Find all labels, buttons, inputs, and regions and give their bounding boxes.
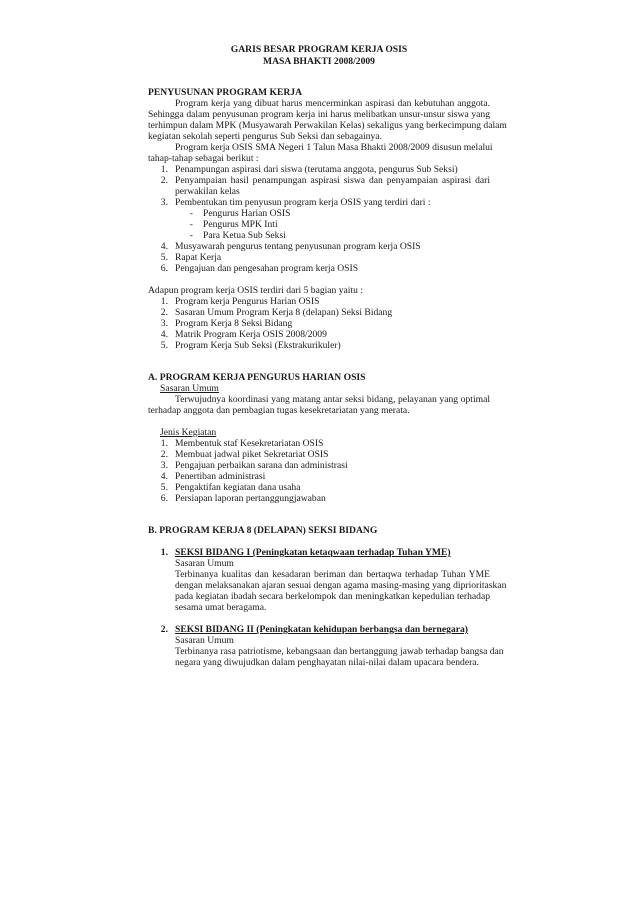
list-item: Rapat Kerja: [175, 252, 222, 263]
list-number: 3.: [160, 318, 168, 329]
paragraph-line: Terbinanya rasa patriotisme, kebangsaan dan bertanggung jawab terhadap bangsa dan: [175, 646, 504, 657]
list-item: Penyampaian hasil penampungan aspirasi siswa dan penyampaian aspirasi dari: [175, 175, 490, 186]
sasaran-umum-label: Sasaran Umum: [175, 558, 234, 569]
list-item: Matrik Program Kerja OSIS 2008/2009: [175, 329, 327, 340]
paragraph-line: negara yang diwujudkan dalam penghayatan nilai-nilai dalam upacara bendera.: [175, 657, 479, 668]
list-number: 1.: [160, 296, 168, 307]
list-number: 2.: [160, 449, 168, 460]
list-item: Pengaktifan kegiatan dana usaha: [175, 482, 301, 493]
list-item: Persiapan laporan pertanggungjawaban: [175, 493, 326, 504]
sublist-item: Para Ketua Sub Seksi: [203, 230, 286, 241]
list-number: 4.: [160, 329, 168, 340]
list-item: Musyawarah pengurus tentang penyusunan program kerja OSIS: [175, 241, 421, 252]
list-number: 1.: [160, 164, 168, 175]
section-heading-penyusunan: PENYUSUNAN PROGRAM KERJA: [148, 87, 303, 98]
sasaran-umum-label: Sasaran Umum: [160, 383, 219, 394]
list-item: Program Kerja 8 Seksi Bidang: [175, 318, 293, 329]
list-item: Program kerja Pengurus Harian OSIS: [175, 296, 320, 307]
list-number: 5.: [160, 340, 168, 351]
dash-bullet: -: [189, 230, 193, 241]
list-number: 3.: [160, 460, 168, 471]
document-title: GARIS BESAR PROGRAM KERJA OSIS: [230, 44, 408, 55]
section-heading-a: A. PROGRAM KERJA PENGURUS HARIAN OSIS: [148, 372, 366, 383]
paragraph-line: Program kerja OSIS SMA Negeri 1 Talun Masa Bhakti 2008/2009 disusun melalui: [175, 142, 493, 153]
list-number: 3.: [160, 197, 168, 208]
list-item: Program Kerja Sub Seksi (Ekstrakurikuler): [175, 340, 341, 351]
sublist-item: Pengurus Harian OSIS: [203, 208, 291, 219]
paragraph-line: kegiatan sekolah seperti pengurus Sub Seksi dan sebagainya.: [148, 131, 382, 142]
list-number: 5.: [160, 252, 168, 263]
sasaran-umum-label: Sasaran Umum: [175, 635, 234, 646]
paragraph-line: Program kerja yang dibuat harus mencerminkan aspirasi dan kebutuhan anggota.: [175, 98, 490, 109]
list-number: 6.: [160, 263, 168, 274]
paragraph-line: Sehingga dalam penyusunan program kerja ini harus melibatkan unsur-unsur siswa yang: [148, 109, 490, 120]
sublist-item: Pengurus MPK Inti: [203, 219, 278, 230]
dash-bullet: -: [189, 219, 193, 230]
list-number: 5.: [160, 482, 168, 493]
seksi-bidang-title: SEKSI BIDANG I (Peningkatan ketaqwaan terhadap Tuhan YME): [175, 547, 451, 558]
section-heading-b: B. PROGRAM KERJA 8 (DELAPAN) SEKSI BIDANG: [148, 525, 378, 536]
paragraph-line: pada kegiatan ibadah secara berkelompok dan meningkatkan kepedulian terhadap: [175, 591, 490, 602]
paragraph-line: sesama umat beragama.: [175, 602, 267, 613]
paragraph-line: Terwujudnya koordinasi yang matang antar seksi bidang, pelayanan yang optimal: [175, 394, 490, 405]
paragraph-line: Terbinanya kualitas dan kesadaran beriman dan bertaqwa terhadap Tuhan YME: [175, 569, 490, 580]
list-item: Membuat jadwal piket Sekretariat OSIS: [175, 449, 329, 460]
list-number: 6.: [160, 493, 168, 504]
list-item-continued: perwakilan kelas: [175, 186, 240, 197]
list-number: 2.: [160, 624, 168, 635]
paragraph-line: dengan melaksanakan ajaran sesuai dengan agama masing-masing yang diprioritaskan: [175, 580, 507, 591]
list-number: 1.: [160, 438, 168, 449]
paragraph-line: terhimpun dalam MPK (Musyawarah Perwakilan Kelas) sekaligus yang berkecimpung dalam: [148, 120, 507, 131]
list-item: Pembentukan tim penyusun program kerja OSIS yang terdiri dari :: [175, 197, 431, 208]
list-item: Penertiban administrasi: [175, 471, 266, 482]
list-item: Pengajuan dan pengesahan program kerja OSIS: [175, 263, 359, 274]
list-number: 4.: [160, 241, 168, 252]
list-item: Membentuk staf Kesekretariatan OSIS: [175, 438, 324, 449]
dash-bullet: -: [189, 208, 193, 219]
list-item: Penampungan aspirasi dari siswa (terutama anggota, pengurus Sub Seksi): [175, 164, 458, 175]
jenis-kegiatan-label: Jenis Kegiatan: [160, 427, 217, 438]
list-number: 2.: [160, 307, 168, 318]
seksi-bidang-title: SEKSI BIDANG II (Peningkatan kehidupan berbangsa dan bernegara): [175, 624, 468, 635]
list-number: 2.: [160, 175, 168, 186]
paragraph-line: tahap-tahap sebagai berikut :: [148, 153, 259, 164]
list-item: Sasaran Umum Program Kerja 8 (delapan) Seksi Bidang: [175, 307, 393, 318]
paragraph-line: terhadap anggota dan pembagian tugas kesekretariatan yang merata.: [148, 405, 410, 416]
list-item: Pengajuan perbaikan sarana dan administrasi: [175, 460, 348, 471]
list-number: 1.: [160, 547, 168, 558]
list-number: 4.: [160, 471, 168, 482]
document-subtitle: MASA BHAKTI 2008/2009: [263, 56, 375, 67]
paragraph-line: Adapun program kerja OSIS terdiri dari 5 bagian yaitu :: [148, 285, 364, 296]
